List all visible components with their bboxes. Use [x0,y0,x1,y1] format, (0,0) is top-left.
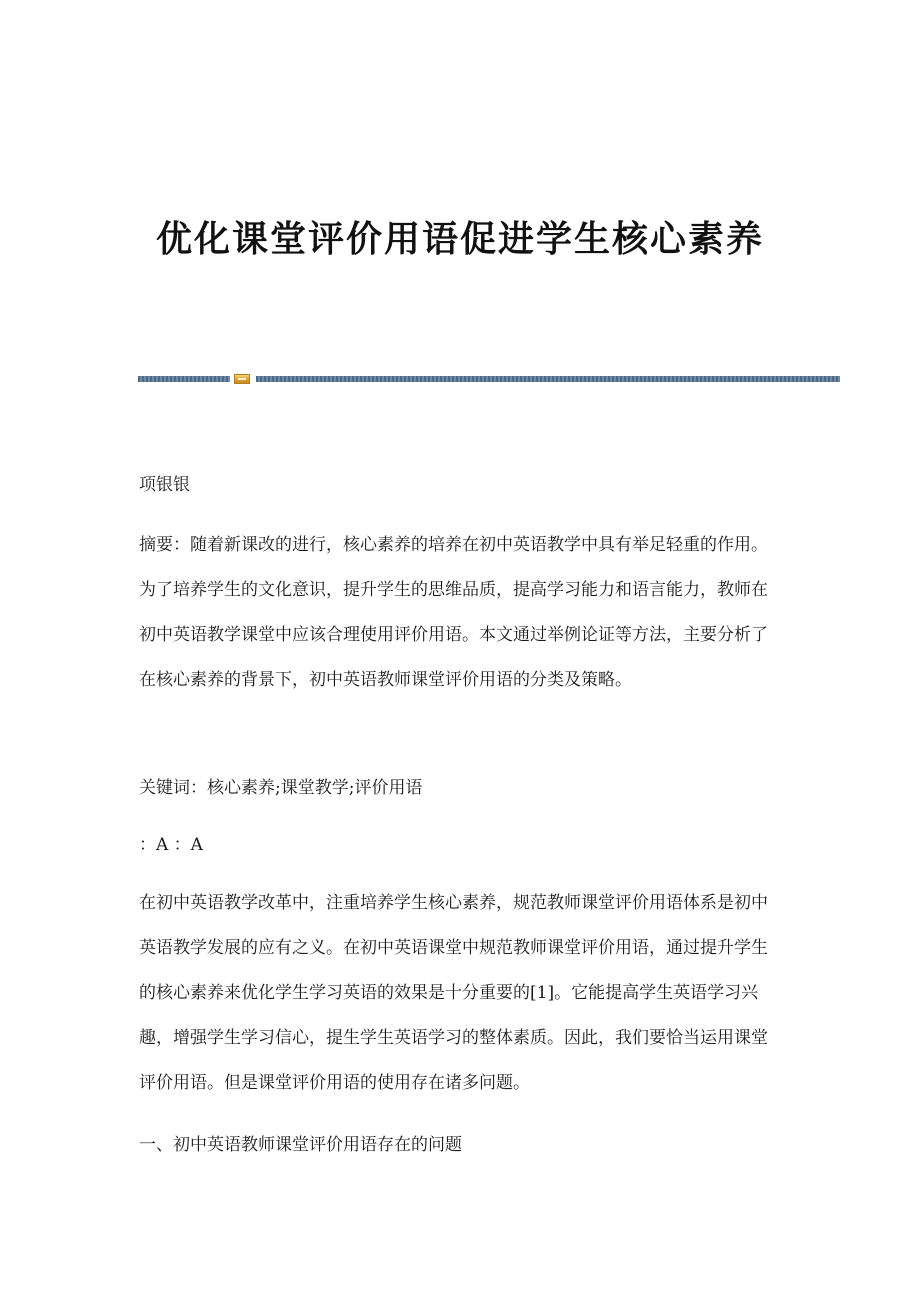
keywords-line: 关键词：核心素养;课堂教学;评价用语 [139,778,423,798]
author-name: 项银银 [139,475,190,495]
classification-line: ：A ：A [139,835,203,855]
document-title: 优化课堂评价用语促进学生核心素养 [155,219,764,260]
body-paragraph: 在初中英语教学改革中，注重培养学生核心素养，规范教师课堂评价用语体系是初中英语教学发展的应有之义。在初中英语课堂中规范教师课堂评价用语，通过提升学生的核心素养来优化学生学习英语的效果是十分重要的[1]。它能提高学生英语学习兴趣，增强学生学习信心，提生学生英语学习的整体素质。因此，我们要恰当运用课堂评价用语。但是课堂评价用语的使用存在诸多问题。 [139,893,768,1093]
title-divider [138,374,840,384]
section-heading: 一、初中英语教师课堂评价用语存在的问题 [139,1135,462,1155]
divider-bar-right [256,376,840,382]
divider-bar-left [138,376,230,382]
divider-ornament-icon [234,374,250,384]
abstract-paragraph: 摘要：随着新课改的进行，核心素养的培养在初中英语教学中具有举足轻重的作用。为了培养学生的文化意识，提升学生的思维品质，提高学习能力和语言能力，教师在初中英语教学课堂中应该合理使用评价用语。本文通过举例论证等方法，主要分析了在核心素养的背景下，初中英语教师课堂评价用语的分类及策略。 [139,535,768,690]
